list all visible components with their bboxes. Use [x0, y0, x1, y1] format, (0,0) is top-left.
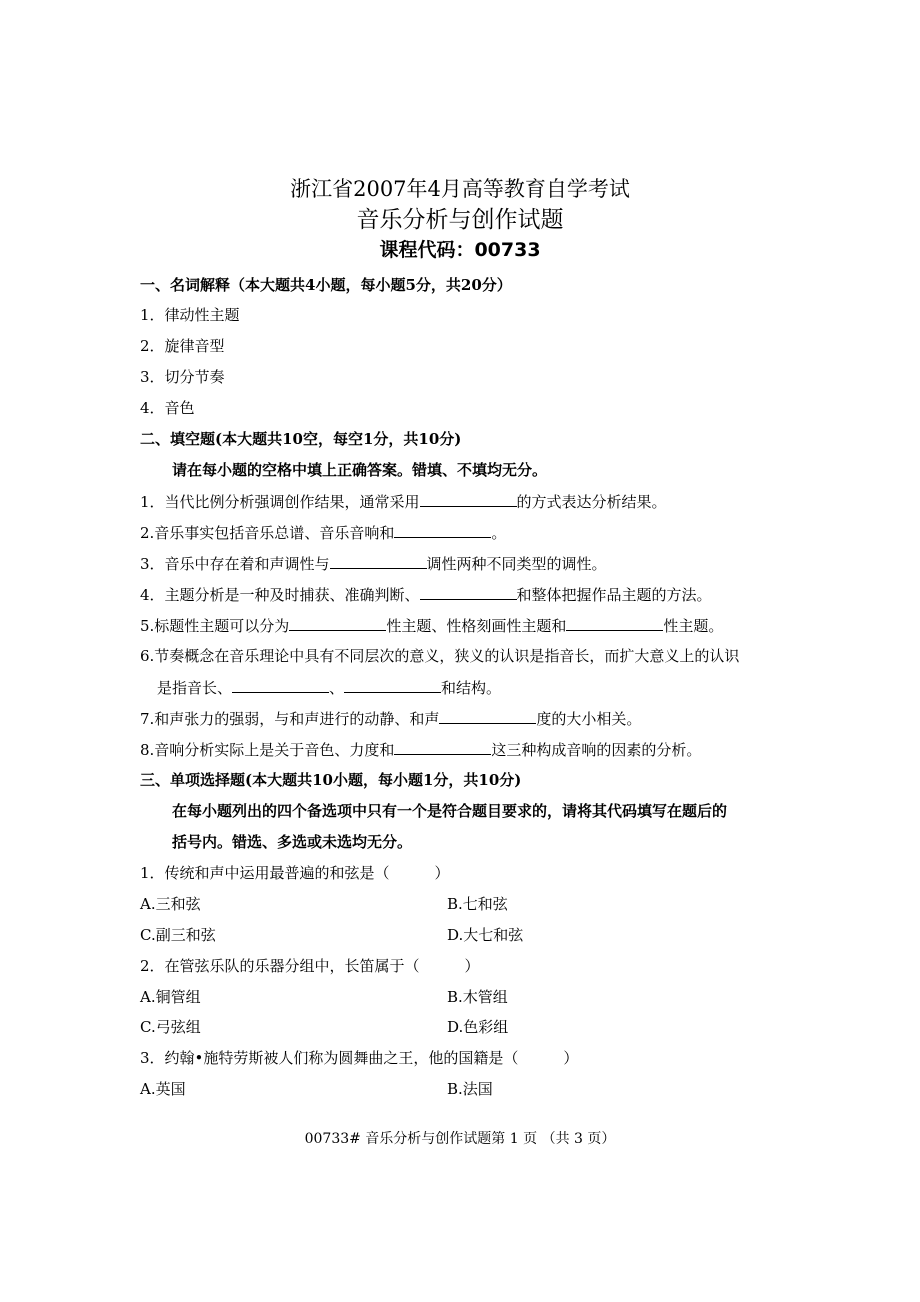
answer-blank	[420, 491, 517, 507]
choice-option: B.七和弦	[447, 895, 508, 913]
question-text: 性主题。	[663, 617, 724, 635]
choice-option: D.大七和弦	[447, 926, 524, 944]
question-text: 1．当代比例分析强调创作结果，通常采用	[140, 493, 420, 511]
question-text: 。	[491, 524, 507, 542]
page-footer: 00733# 音乐分析与创作试题第 1 页 （共 3 页）	[304, 1131, 616, 1147]
choice-option: C.副三和弦	[140, 926, 216, 944]
question-text: 2.音乐事实包括音乐总谱、音乐音响和	[140, 524, 395, 542]
section1-item: 1．律动性主题	[140, 306, 240, 324]
choice-question-stem: 1．传统和声中运用最普遍的和弦是（ ）	[140, 864, 450, 882]
section1-item: 2．旋律音型	[140, 337, 225, 355]
question-text: 度的大小相关。	[536, 710, 642, 728]
fill-question-3	[140, 553, 607, 574]
fill-question-6-line2	[157, 677, 501, 698]
question-text: 4．主题分析是一种及时捕获、准确判断、	[140, 586, 420, 604]
choice-option: B.木管组	[447, 988, 508, 1006]
question-text: 和整体把握作品主题的方法。	[516, 586, 712, 604]
question-text: 、	[329, 679, 345, 697]
choice-option: A.英国	[140, 1080, 186, 1098]
section3-heading: 三、单项选择题(本大题共10小题，每小题1分，共10分)	[140, 771, 522, 789]
question-text: 7.和声张力的强弱，与和声进行的动静、和声	[140, 710, 440, 728]
fill-question-5	[140, 615, 723, 636]
fill-question-8	[140, 739, 701, 760]
fill-question-4	[140, 584, 712, 605]
section1-item: 4．音色	[140, 399, 195, 417]
section3-instruction-line1: 在每小题列出的四个备选项中只有一个是符合题目要求的，请将其代码填写在题后的	[172, 802, 728, 820]
answer-blank	[566, 615, 663, 631]
choice-option: A.铜管组	[140, 988, 201, 1006]
fill-question-6-line1: 6.节奏概念在音乐理论中具有不同层次的意义，狭义的认识是指音长，而扩大意义上的认识	[140, 647, 740, 665]
answer-blank	[394, 739, 491, 755]
section3-instruction-line2: 括号内。错选、多选或未选均无分。	[172, 833, 413, 851]
question-text: 性主题、性格刻画性主题和	[386, 617, 567, 635]
exam-title: 浙江省2007年4月高等教育自学考试	[290, 177, 630, 201]
question-text: 3．音乐中存在着和声调性与	[140, 555, 330, 573]
section1-heading: 一、名词解释（本大题共4小题，每小题5分，共20分）	[140, 276, 512, 294]
answer-blank	[289, 615, 386, 631]
question-text: 5.标题性主题可以分为	[140, 617, 290, 635]
choice-question-stem: 2．在管弦乐队的乐器分组中，长笛属于（ ）	[140, 957, 480, 975]
choice-question-stem: 3．约翰•施特劳斯被人们称为圆舞曲之王，他的国籍是（ ）	[140, 1049, 579, 1067]
answer-blank	[439, 708, 536, 724]
answer-blank	[330, 553, 427, 569]
choice-option: A.三和弦	[140, 895, 201, 913]
question-text: 这三种构成音响的因素的分析。	[491, 741, 702, 759]
section2-instruction: 请在每小题的空格中填上正确答案。错填、不填均无分。	[172, 461, 548, 479]
answer-blank	[420, 584, 517, 600]
fill-question-1	[140, 491, 667, 512]
choice-option: D.色彩组	[447, 1018, 509, 1036]
question-text: 的方式表达分析结果。	[516, 493, 667, 511]
question-text: 调性两种不同类型的调性。	[426, 555, 607, 573]
answer-blank	[344, 677, 441, 693]
section1-item: 3．切分节奏	[140, 368, 225, 386]
fill-question-7	[140, 708, 641, 729]
section2-heading: 二、填空题(本大题共10空，每空1分，共10分)	[140, 430, 462, 448]
course-code: 课程代码：00733	[379, 239, 541, 261]
question-text: 是指音长、	[157, 679, 233, 697]
choice-option: B.法国	[447, 1080, 493, 1098]
subject-title: 音乐分析与创作试题	[356, 207, 564, 233]
question-text: 和结构。	[441, 679, 502, 697]
fill-question-2	[140, 522, 506, 543]
answer-blank	[232, 677, 329, 693]
question-text: 8.音响分析实际上是关于音色、力度和	[140, 741, 395, 759]
answer-blank	[394, 522, 491, 538]
choice-option: C.弓弦组	[140, 1018, 201, 1036]
